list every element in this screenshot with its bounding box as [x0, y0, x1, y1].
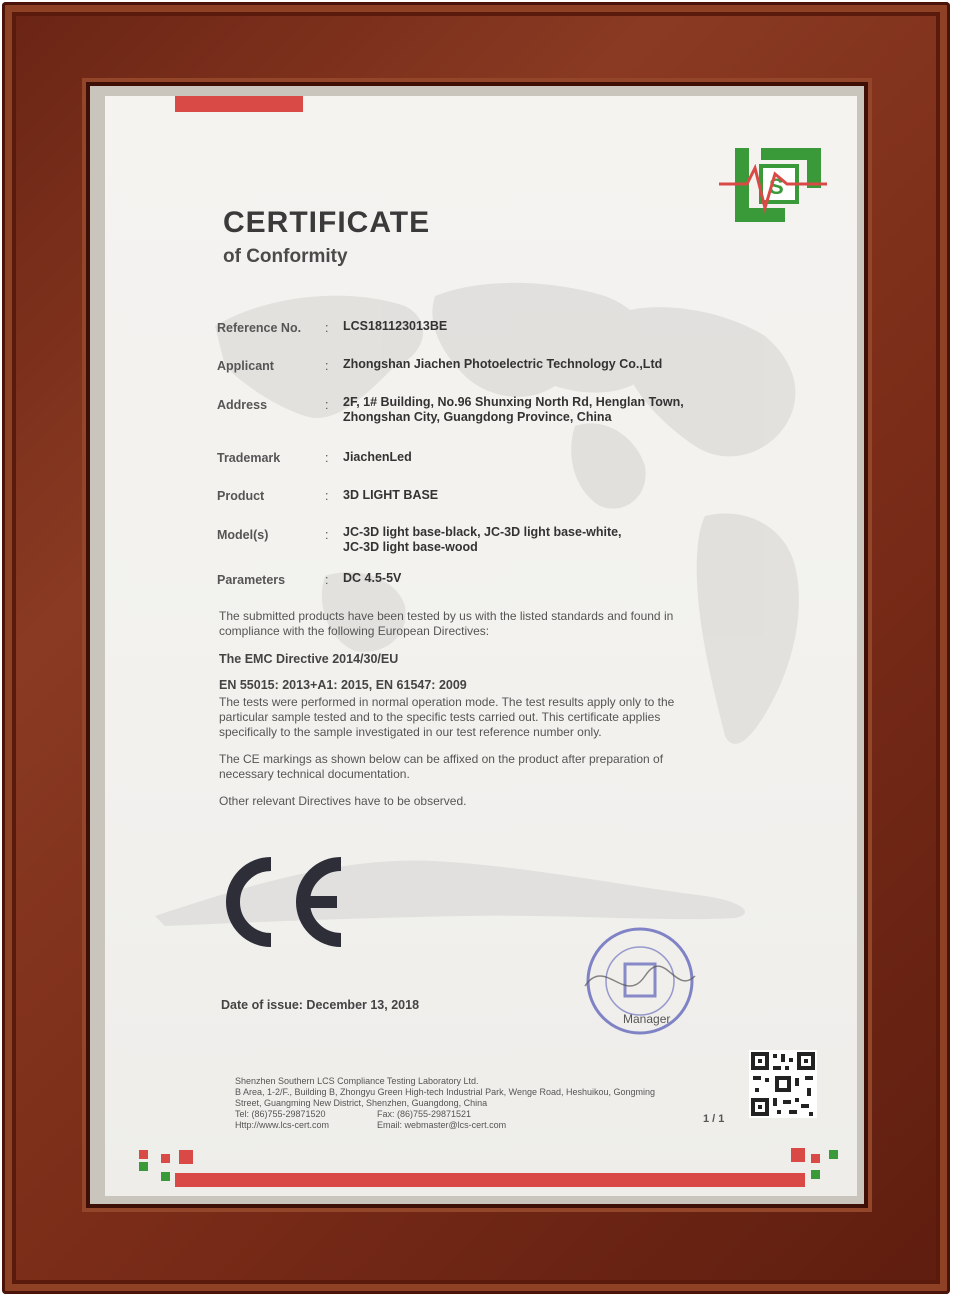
decor-square — [829, 1150, 838, 1159]
certificate-title: CERTIFICATE — [223, 206, 431, 239]
decor-square — [811, 1170, 820, 1179]
qr-code-icon — [749, 1050, 817, 1118]
manager-label: Manager — [623, 1012, 671, 1026]
address-value-line1: 2F, 1# Building, No.96 Shunxing North Rd, Henglan Town, — [343, 395, 684, 409]
models-value-line2: JC-3D light base-wood — [343, 540, 478, 554]
parameters-label: Parameters — [217, 573, 286, 587]
applicant-label: Applicant — [217, 359, 274, 373]
trademark-value: JiachenLed — [343, 450, 412, 464]
footer-line: Shenzhen Southern LCS Compliance Testing Laboratory Ltd. — [235, 1076, 479, 1086]
decor-square — [811, 1154, 820, 1163]
svg-text:S: S — [769, 174, 784, 199]
decor-square — [139, 1150, 148, 1159]
footer-website: Http://www.lcs-cert.com — [235, 1120, 330, 1130]
product-label: Product — [217, 489, 265, 503]
decor-square — [179, 1150, 193, 1164]
ce-markings-line: The CE markings as shown below can be affixed on the product after preparation of — [219, 752, 664, 766]
footer-fax: Fax: (86)755-29871521 — [377, 1109, 472, 1119]
world-map-watermark — [105, 96, 857, 1196]
footer-line: B Area, 1-2/F., Building B, Zhongyu Green High-tech Industrial Park, Wenge Road, Heshuikou, Gongming — [235, 1087, 656, 1097]
decor-square — [161, 1172, 170, 1181]
decor-square — [161, 1154, 170, 1163]
standards-line: EN 55015: 2013+A1: 2015, EN 61547: 2009 — [219, 678, 467, 692]
bottom-red-bar — [175, 1173, 805, 1187]
product-value: 3D LIGHT BASE — [343, 488, 439, 502]
field-colon: : — [325, 321, 329, 335]
footer-tel: Tel: (86)755-29871520 — [235, 1109, 326, 1119]
tests-line: specifically to the sample investigated in our test reference number only. — [219, 725, 602, 739]
other-directives: Other relevant Directives have to be observed. — [219, 794, 467, 808]
parameters-value: DC 4.5-5V — [343, 571, 402, 585]
tests-line: particular sample tested and to the specific tests carried out. This certificate applies — [219, 710, 661, 724]
intro-line: The submitted products have been tested by us with the listed standards and found in — [219, 609, 674, 623]
footer-email: Email: webmaster@lcs-cert.com — [377, 1120, 507, 1130]
field-colon: : — [325, 451, 329, 465]
reference-value: LCS181123013BE — [343, 319, 448, 333]
reference-label: Reference No. — [217, 321, 302, 335]
address-value-line2: Zhongshan City, Guangdong Province, China — [343, 410, 612, 424]
footer-line: Street, Guangming New District, Shenzhen, Guangdong, China — [235, 1098, 488, 1108]
ce-mark-icon — [219, 856, 349, 948]
date-of-issue: Date of issue: December 13, 2018 — [221, 998, 420, 1012]
official-stamp-icon — [575, 916, 705, 1046]
certificate-subtitle: of Conformity — [223, 246, 348, 267]
models-value-line1: JC-3D light base-black, JC-3D light base-white, — [343, 525, 622, 539]
emc-directive: The EMC Directive 2014/30/EU — [219, 652, 399, 666]
lcs-logo-icon — [717, 144, 829, 228]
field-colon: : — [325, 359, 329, 373]
page-number: 1 / 1 — [703, 1113, 725, 1125]
field-colon: : — [325, 528, 329, 542]
footer-phone-row — [235, 1109, 735, 1120]
intro-line: compliance with the following European Directives: — [219, 624, 490, 638]
footer-address — [235, 1076, 735, 1131]
tests-line: The tests were performed in normal operation mode. The test results apply only to the — [219, 695, 675, 709]
address-label: Address — [217, 398, 268, 412]
decor-square — [139, 1162, 148, 1171]
certificate-paper — [105, 96, 857, 1196]
field-colon: : — [325, 573, 329, 587]
trademark-label: Trademark — [217, 451, 281, 465]
ce-markings-line: necessary technical documentation. — [219, 767, 410, 781]
footer-web-row — [235, 1120, 735, 1131]
decor-square — [791, 1148, 805, 1162]
models-label: Model(s) — [217, 528, 269, 542]
field-colon: : — [325, 489, 329, 503]
applicant-value: Zhongshan Jiachen Photoelectric Technology Co.,Ltd — [343, 357, 663, 371]
field-colon: : — [325, 398, 329, 412]
